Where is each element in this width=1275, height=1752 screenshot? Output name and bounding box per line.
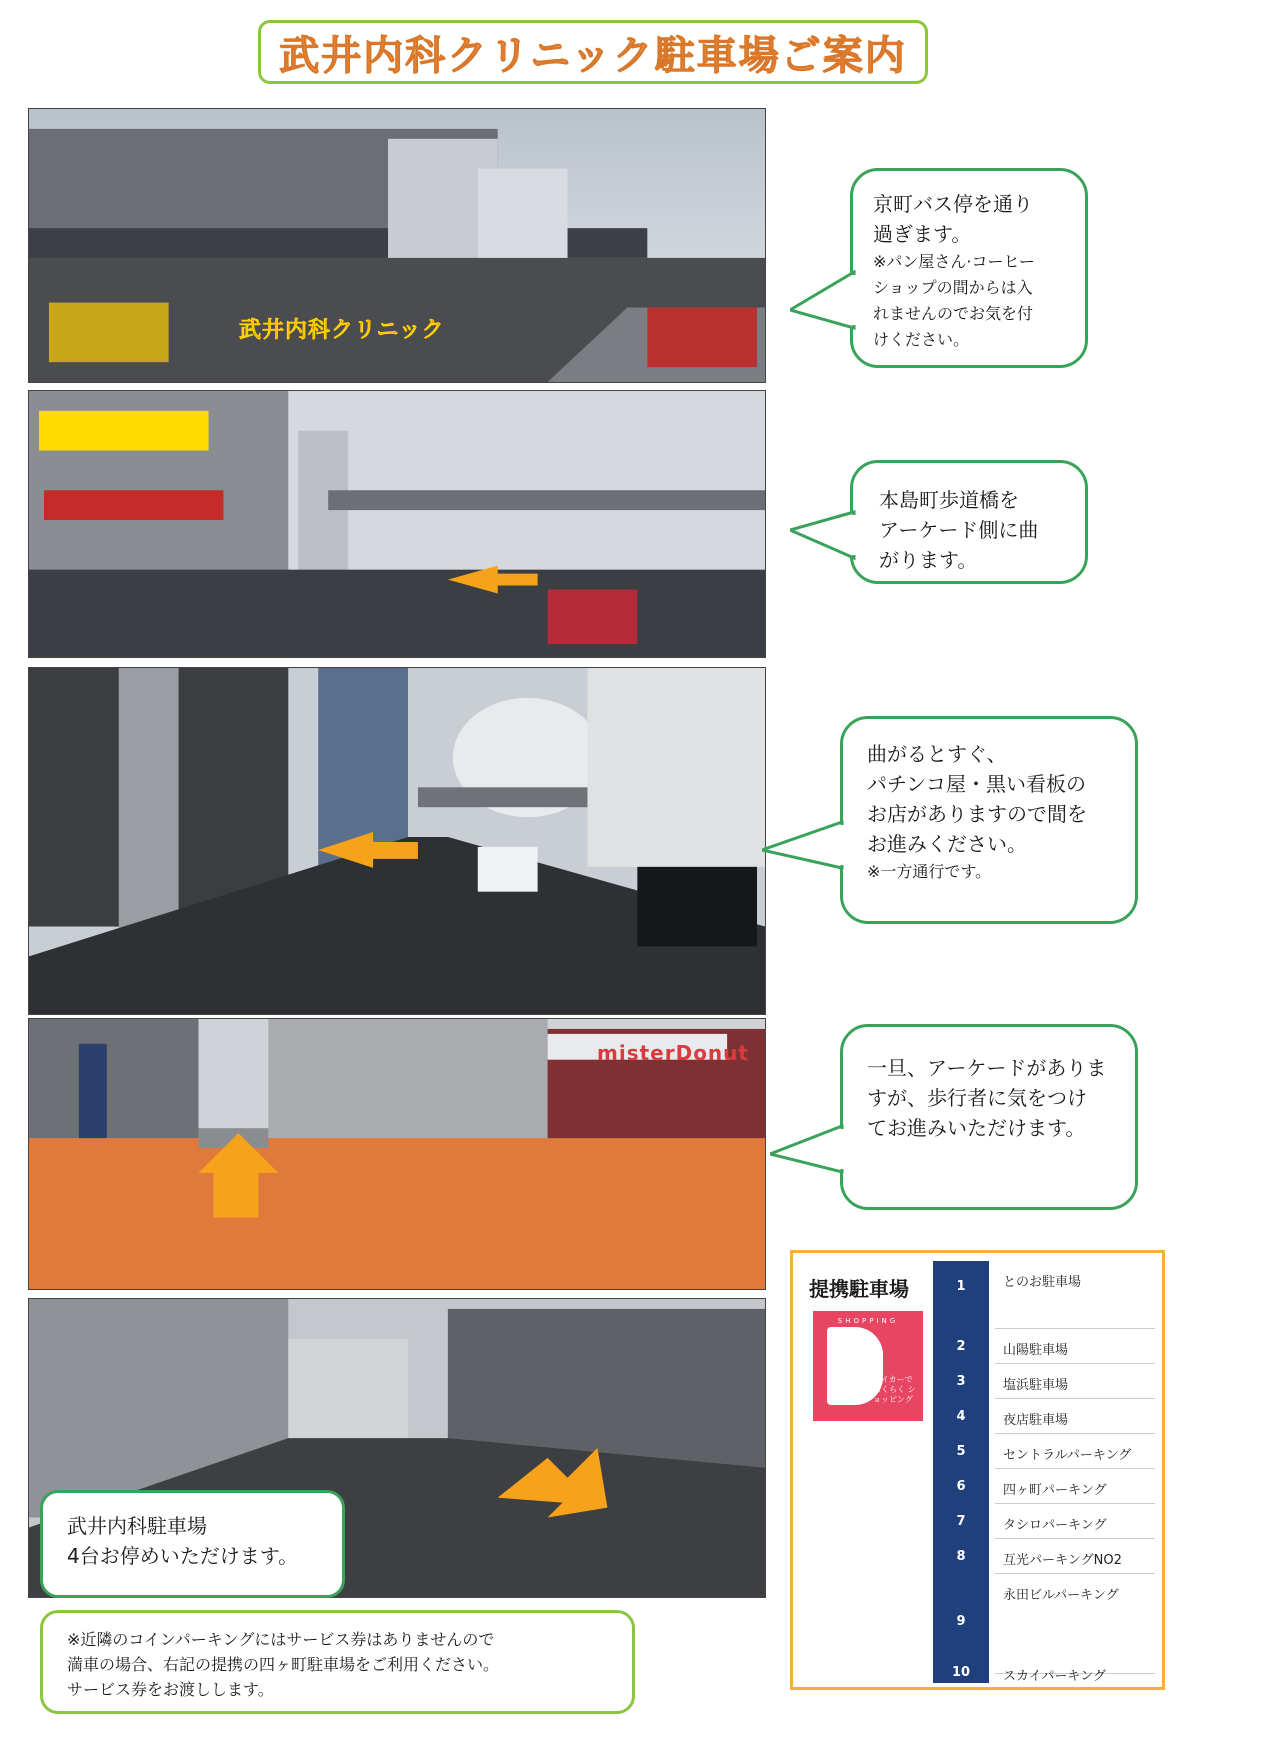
photo-street-1 [28, 108, 766, 383]
photo-street-4 [28, 1018, 766, 1290]
lot-name: 塩浜駐車場 [1003, 1378, 1069, 1393]
lot-name: とのお駐車場 [1003, 1275, 1082, 1290]
lot-number: 2 [956, 1339, 966, 1354]
parking-lot-row [933, 1399, 1155, 1434]
logo-caption: マイカーで らくらく ショッピング [873, 1375, 916, 1404]
page-title: 武井内科クリニック駐車場ご案内 [279, 32, 907, 79]
donut-shop-sign: misterDonut [597, 1041, 749, 1065]
partner-parking-panel [790, 1250, 1165, 1690]
parking-note-line1: 武井内科駐車場 [67, 1514, 207, 1538]
lot-number: 10 [951, 1665, 971, 1680]
lot-number: 1 [956, 1279, 966, 1294]
parking-lot-row [933, 1364, 1155, 1399]
partner-parking-title: 提携駐車場 [809, 1277, 909, 1301]
parking-lot-row [933, 1329, 1155, 1364]
direction-bubble-2 [850, 460, 1088, 584]
parking-lot-row [933, 1504, 1155, 1539]
bubble-3-note: ※一方通行です。 [867, 862, 992, 881]
parking-lot-row [933, 1469, 1155, 1504]
parking-lot-row [933, 1261, 1155, 1329]
lot-name: 永田ビルパーキング [1003, 1588, 1119, 1603]
clinic-overlay-label: 武井内科クリニック [239, 318, 445, 343]
lot-number: 3 [956, 1374, 966, 1389]
bubble-4-text: 一旦、アーケードがありま すが、歩行者に気をつけ てお進みいただけます。 [867, 1056, 1107, 1140]
direction-bubble-3 [840, 716, 1138, 924]
photo-street-2 [28, 390, 766, 658]
bubble-3-text: 曲がるとすぐ、 パチンコ屋・黒い看板の お店がありますので間を お進みください。 [867, 742, 1087, 856]
photo-street-3 [28, 667, 766, 1015]
lot-number: 5 [956, 1444, 966, 1459]
lot-number: 4 [956, 1409, 966, 1424]
lot-number: 7 [956, 1514, 966, 1529]
lot-number: 9 [956, 1614, 966, 1629]
bubble-3-tail [762, 820, 844, 880]
bubble-1-note: ※パン屋さん·コーヒー ショップの間からは入 れませんのでお気を付 けください。 [873, 252, 1035, 349]
lot-name: 夜店駐車場 [1003, 1413, 1069, 1428]
lot-name: 互光パーキングNO2 [1003, 1553, 1122, 1568]
lot-number: 6 [956, 1479, 966, 1494]
notice-line2: 満車の場合、右記の提携の四ヶ町駐車場をご利用ください。 [67, 1655, 500, 1674]
title-box [258, 20, 928, 84]
clinic-parking-note [40, 1490, 345, 1598]
direction-bubble-1 [850, 168, 1088, 368]
parking-note-line2: 4台お停めいただけます。 [67, 1544, 299, 1568]
direction-bubble-4 [840, 1024, 1138, 1210]
logo-shopping-text: SHOPPING [837, 1317, 899, 1325]
lot-number: 8 [956, 1549, 966, 1564]
bubble-1-tail [790, 270, 856, 340]
service-ticket-notice [40, 1610, 635, 1714]
lot-name: 四ヶ町パーキング [1003, 1483, 1107, 1498]
lot-name: タシロパーキング [1003, 1518, 1107, 1533]
notice-line3: サービス券をお渡しします。 [67, 1680, 274, 1699]
lot-name: 山陽駐車場 [1003, 1343, 1069, 1358]
bubble-2-tail [790, 510, 856, 570]
lot-name: セントラルパーキング [1003, 1448, 1132, 1463]
lot-name: スカイパーキング [1003, 1669, 1106, 1684]
bubble-4-tail [770, 1124, 844, 1184]
bubble-2-text: 本島町歩道橋を アーケード側に曲 がります。 [879, 488, 1039, 572]
shopping-parking-logo [813, 1311, 923, 1421]
parking-lot-row [933, 1657, 1155, 1687]
notice-line1: ※近隣のコインパーキングにはサービス券はありませんので [67, 1630, 495, 1649]
bubble-1-text: 京町バス停を通り 過ぎます。 [873, 192, 1033, 246]
parking-lot-row [933, 1434, 1155, 1469]
parking-lot-row [933, 1539, 1155, 1574]
